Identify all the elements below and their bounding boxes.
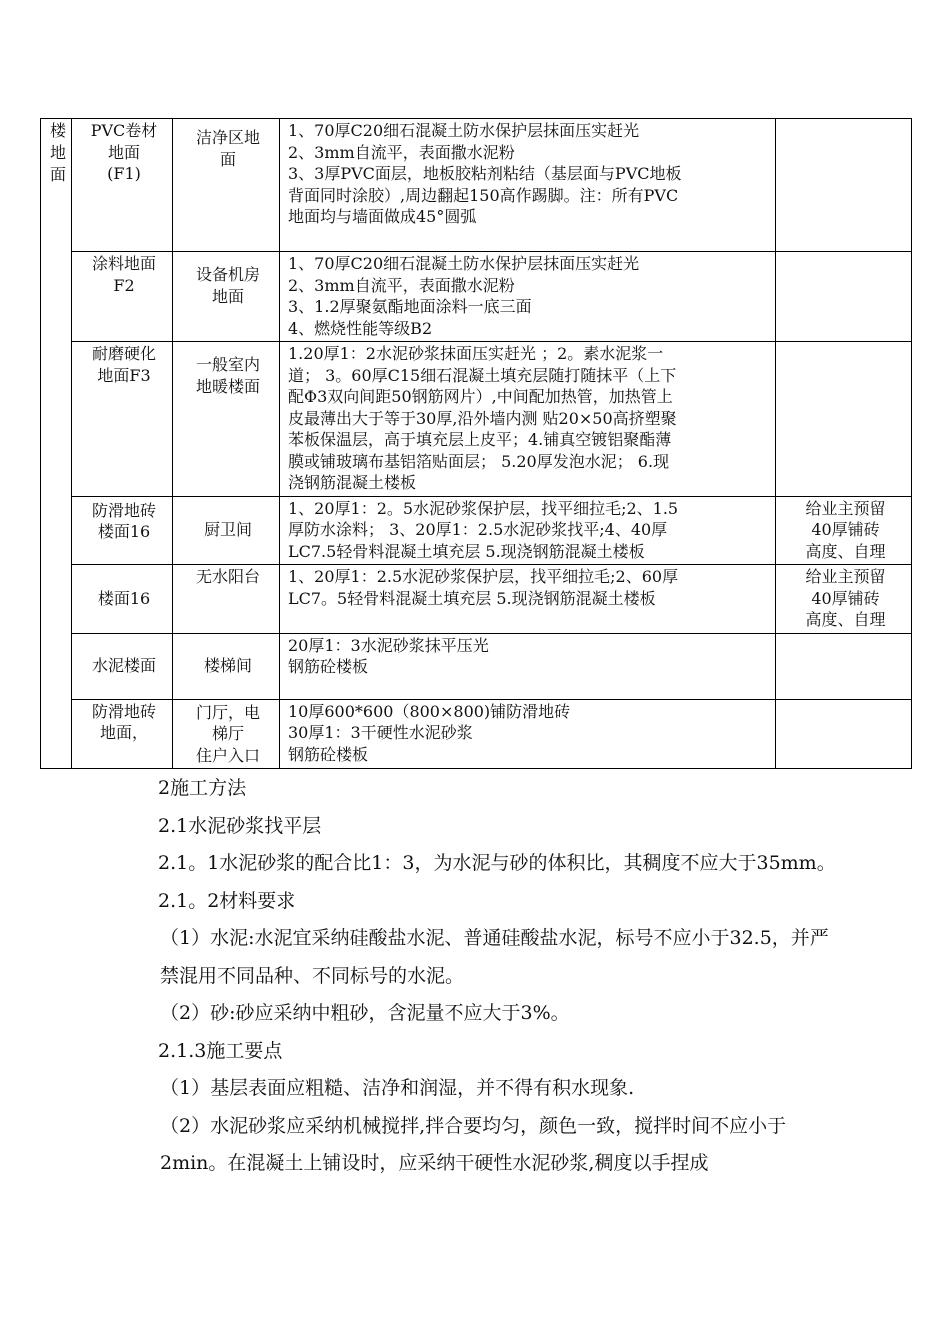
floor-type-cell-line: 耐磨硬化 bbox=[91, 344, 156, 363]
construction-method-cell-line: 20厚1：3水泥砂浆抹平压光 bbox=[288, 635, 489, 655]
table-row bbox=[41, 252, 912, 342]
floor-type-cell-line: 楼面16 bbox=[97, 588, 151, 608]
table-row bbox=[41, 119, 912, 252]
construction-method-cell bbox=[280, 565, 776, 634]
construction-method-cell-line: 配Φ3双向间距50钢筋网片）,中间配加热管，加热管上 bbox=[288, 387, 673, 406]
construction-method-cell bbox=[280, 252, 776, 342]
location-cell bbox=[173, 565, 280, 634]
floor-type-cell bbox=[72, 496, 173, 565]
construction-method-cell-line: 1、20厚1：2.5水泥砂浆保护层，找平细拉毛;2、60厚 bbox=[288, 567, 679, 586]
construction-method-cell-line: LC7.5轻骨料混凝土填充层 5.现浇钢筋混凝土楼板 bbox=[288, 541, 645, 561]
construction-method-cell bbox=[280, 496, 776, 565]
subsection-heading: 2.1水泥砂浆找平层 bbox=[158, 814, 322, 837]
category-cell bbox=[41, 119, 72, 769]
floor-type-cell-line: 楼面16 bbox=[97, 522, 151, 541]
floor-type-cell bbox=[72, 252, 173, 342]
floor-type-cell-line: (F1) bbox=[107, 164, 141, 183]
construction-method-cell-line: 钢筋砼楼板 bbox=[288, 657, 369, 676]
table-row bbox=[41, 342, 912, 497]
location-cell bbox=[173, 342, 280, 497]
location-cell-line: 面 bbox=[219, 149, 236, 169]
remark-cell bbox=[776, 633, 912, 699]
construction-method-cell-line: 苯板保温层，高于填充层上皮平；4.铺真空镀铝聚酯薄 bbox=[288, 430, 672, 449]
paragraph: 2.1。1水泥砂浆的配合比1：3，为水泥与砂的体积比，其稠度不应大于35mm。 bbox=[158, 852, 836, 874]
location-cell bbox=[173, 633, 280, 699]
floor-type-cell bbox=[72, 119, 173, 252]
construction-method-cell-line: 3、3厚PVC面层，地板胶粘剂粘结（基层面与PVC地板 bbox=[288, 164, 682, 183]
construction-method-cell bbox=[280, 699, 776, 769]
floor-type-cell bbox=[72, 342, 173, 497]
location-cell bbox=[173, 119, 280, 252]
section-heading: 2施工方法 bbox=[158, 777, 247, 799]
paragraph: （2）砂:砂应采纳中粗砂，含泥量不应大于3%。 bbox=[160, 1002, 570, 1024]
floor-type-cell bbox=[72, 565, 173, 634]
construction-method-cell-line: 钢筋砼楼板 bbox=[288, 744, 369, 764]
remark-cell-line: 给业主预留 bbox=[805, 567, 886, 586]
construction-method-cell-line: 2、3mm自流平，表面撒水泥粉 bbox=[288, 275, 515, 295]
construction-method-cell-line: 1.20厚1：2水泥砂浆抹面压实赶光 ；2。素水泥浆一 bbox=[288, 344, 664, 363]
construction-method-cell-line: 皮最薄出大于等于30厚,沿外墙内测 贴20×50高挤塑聚 bbox=[288, 408, 677, 428]
subsection-heading: 2.1。2材料要求 bbox=[158, 889, 296, 912]
category-label: 楼地面 bbox=[49, 121, 66, 184]
location-cell-line: 住户入口 bbox=[195, 745, 260, 765]
subsection-heading: 2.1.3施工要点 bbox=[158, 1039, 283, 1062]
location-cell-line: 洁净区地 bbox=[195, 128, 260, 147]
construction-method-cell-line: 1、70厚C20细石混凝土防水保护层抹面压实赶光 bbox=[288, 121, 640, 140]
floor-type-cell bbox=[72, 633, 173, 699]
table-row bbox=[41, 496, 912, 565]
construction-method-cell bbox=[280, 633, 776, 699]
remark-cell bbox=[776, 496, 912, 565]
remark-cell-line: 高度、自理 bbox=[805, 541, 886, 561]
paragraph: （1）水泥:水泥宜采纳硅酸盐水泥、普通硅酸盐水泥，标号不应小于32.5，并严禁混用不同品种、不同标号的水泥。 bbox=[160, 927, 829, 987]
location-cell-line: 一般室内 bbox=[195, 355, 260, 374]
floor-type-cell-line: 防滑地砖 bbox=[91, 500, 156, 520]
paragraph: （2）水泥砂浆应采纳机械搅拌,拌合要均匀，颜色一致，搅拌时间不应小于2min。在混凝土上铺设时，应采纳干硬性水泥砂浆,稠度以手捏成 bbox=[160, 1114, 787, 1174]
construction-method-cell-line: 4、燃烧性能等级B2 bbox=[288, 318, 433, 338]
remark-cell-line: 高度、自理 bbox=[805, 610, 886, 629]
construction-method-cell-line: 地面均与墙面做成45°圆弧 bbox=[288, 207, 477, 226]
paragraph: （1）基层表面应粗糙、洁净和润湿，并不得有积水现象. bbox=[160, 1077, 635, 1099]
body-text bbox=[114, 770, 844, 1183]
location-cell-line: 梯厅 bbox=[211, 724, 244, 743]
construction-method-cell-line: 道； 3。60厚C15细石混凝土填充层随打随抹平（上下 bbox=[288, 365, 677, 385]
construction-method-cell-line: 膜或铺玻璃布基铝箔贴面层； 5.20厚发泡水泥； 6.现 bbox=[288, 451, 670, 471]
location-cell bbox=[173, 496, 280, 565]
remark-cell bbox=[776, 565, 912, 634]
construction-method-cell-line: LC7。5轻骨料混凝土填充层 5.现浇钢筋混凝土楼板 bbox=[288, 588, 656, 608]
floor-type-cell-line: 地面， bbox=[99, 723, 148, 742]
table-row bbox=[41, 565, 912, 634]
floor-type-cell-line: 地面F3 bbox=[97, 365, 151, 385]
table-row bbox=[41, 633, 912, 699]
remark-cell-line: 给业主预留 bbox=[805, 498, 886, 518]
location-cell bbox=[173, 252, 280, 342]
floor-type-cell-line: 地面 bbox=[107, 142, 140, 162]
remark-cell-line: 40厚铺砖 bbox=[811, 520, 880, 539]
remark-cell-line: 40厚铺砖 bbox=[811, 588, 880, 608]
construction-method-cell bbox=[280, 342, 776, 497]
construction-method-cell-line: 1、20厚1：2。5水泥砂浆保护层，找平细拉毛;2、1.5 bbox=[288, 498, 679, 518]
floor-spec-table bbox=[40, 118, 912, 769]
floor-type-cell-line: 水泥楼面 bbox=[91, 655, 156, 675]
location-cell bbox=[173, 699, 280, 769]
construction-method-cell-line: 厚防水涂料； 3、20厚1：2.5水泥砂浆找平;4、40厚 bbox=[288, 520, 668, 539]
construction-method-cell-line: 3、1.2厚聚氨酯地面涂料一底三面 bbox=[288, 297, 532, 316]
remark-cell bbox=[776, 699, 912, 769]
remark-cell bbox=[776, 252, 912, 342]
floor-type-cell-line: 涂料地面 bbox=[91, 254, 156, 273]
construction-method-cell-line: 10厚600*600（800×800)铺防滑地砖 bbox=[288, 701, 571, 721]
location-cell-line: 楼梯间 bbox=[203, 655, 252, 675]
construction-method-cell-line: 30厚1：3干硬性水泥砂浆 bbox=[288, 723, 473, 742]
remark-cell bbox=[776, 342, 912, 497]
location-cell-line: 地面 bbox=[211, 286, 244, 306]
floor-type-cell-line: 防滑地砖 bbox=[91, 701, 156, 721]
location-cell-line: 地暖楼面 bbox=[195, 376, 260, 396]
construction-method-cell-line: 背面同时涂胶）,周边翻起150高作踢脚。注：所有PVC bbox=[288, 185, 679, 205]
floor-type-cell-line: PVC卷材 bbox=[90, 121, 158, 140]
location-cell-line: 门厅，电 bbox=[195, 702, 260, 722]
remark-cell bbox=[776, 119, 912, 252]
floor-type-cell-line: F2 bbox=[113, 275, 135, 295]
location-cell-line: 设备机房 bbox=[195, 265, 260, 284]
construction-method-cell-line: 浇钢筋混凝土楼板 bbox=[288, 473, 417, 492]
floor-type-cell bbox=[72, 699, 173, 769]
construction-method-cell-line: 1、70厚C20细石混凝土防水保护层抹面压实赶光 bbox=[288, 254, 640, 273]
location-cell-line: 厨卫间 bbox=[203, 520, 252, 539]
table-row bbox=[41, 699, 912, 769]
location-cell-line: 无水阳台 bbox=[195, 567, 260, 586]
construction-method-cell-line: 2、3mm自流平，表面撒水泥粉 bbox=[288, 142, 515, 162]
construction-method-cell bbox=[280, 119, 776, 252]
